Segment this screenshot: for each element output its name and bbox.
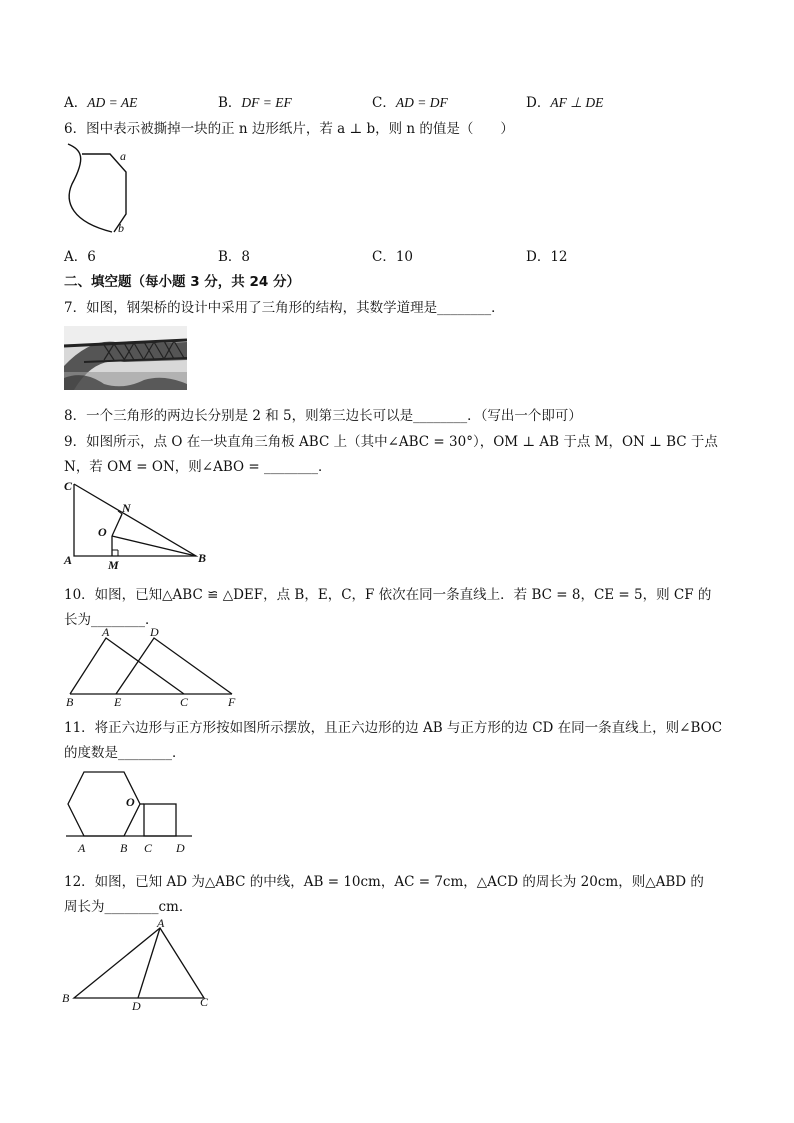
q12-figure bbox=[60, 918, 220, 1014]
q10-fig-label-c: C bbox=[180, 695, 189, 709]
q11-fig-label-o: O bbox=[126, 795, 135, 809]
q5-option-c-expr: AD = DF bbox=[395, 95, 448, 110]
q5-option-d-label: D． bbox=[526, 95, 551, 111]
q10-figure bbox=[60, 626, 240, 710]
q11-fig-label-c: C bbox=[144, 841, 153, 855]
q5-option-b-label: B． bbox=[218, 95, 242, 111]
q12-fig-label-d: D bbox=[132, 999, 141, 1013]
q10-fig-label-e: E bbox=[114, 695, 122, 709]
q6-option-b-value: 8 bbox=[241, 249, 251, 265]
q6-fig-label-a: a bbox=[120, 149, 126, 163]
q6-text: 6．图中表示被撕掉一块的正 n 边形纸片，若 a ⊥ b，则 n 的值是（ ） bbox=[64, 121, 514, 137]
q11-line1: 11．将正六边形与正方形按如图所示摆放，且正六边形的边 AB 与正方形的边 CD 在同一条直线上，则∠BOC bbox=[64, 720, 723, 736]
q9-fig-label-o: O bbox=[98, 525, 107, 539]
section-2-title: 二、填空题（每小题 3 分，共 24 分） bbox=[64, 274, 300, 290]
q10-fig-label-d: D bbox=[150, 626, 159, 639]
q6-option-d-label: D． bbox=[526, 249, 551, 265]
q6-option-d bbox=[526, 245, 568, 265]
q7-bridge-photo bbox=[64, 326, 187, 390]
q6-option-d-value: 12 bbox=[550, 249, 568, 265]
q5-option-b-expr: DF = EF bbox=[241, 95, 292, 110]
q5-option-a-expr: AD = AE bbox=[87, 95, 138, 110]
q9-line1: 9．如图所示，点 O 在一块直角三角板 ABC 上（其中∠ABC = 30°），OM ⊥ AB 于点 M，ON ⊥ BC 于点 bbox=[64, 434, 718, 450]
q9-fig-label-a: A bbox=[64, 553, 73, 567]
q5-option-d bbox=[526, 91, 603, 111]
q9-fig-label-n: N bbox=[122, 501, 131, 515]
q6-option-c-value: 10 bbox=[395, 249, 414, 265]
q9-fig-label-b: B bbox=[198, 551, 207, 565]
q5-option-d-expr: AF ⊥ DE bbox=[550, 95, 604, 110]
q11-line2: 的度数是________． bbox=[64, 745, 186, 761]
q5-option-a bbox=[64, 91, 137, 111]
q9-fig-label-m: M bbox=[108, 558, 119, 570]
q12-line2: 周长为________cm． bbox=[64, 899, 193, 915]
q5-option-c-label: C． bbox=[372, 95, 396, 111]
q9-figure bbox=[60, 476, 215, 570]
q8-text: 8．一个三角形的两边长分别是 2 和 5，则第三边长可以是________．（写出一个即可） bbox=[64, 408, 582, 424]
q5-option-a-label: A． bbox=[64, 95, 88, 111]
q6-option-a-value: 6 bbox=[87, 249, 96, 265]
q12-fig-label-c: C bbox=[200, 995, 209, 1009]
q10-fig-label-b: B bbox=[66, 695, 74, 709]
q6-option-b bbox=[218, 245, 250, 265]
q6-option-a bbox=[64, 245, 96, 265]
q11-fig-label-a: A bbox=[78, 841, 86, 855]
q6-figure bbox=[60, 140, 140, 238]
q10-line2: 长为________． bbox=[64, 612, 159, 628]
q10-fig-label-f: F bbox=[228, 695, 236, 709]
q11-figure bbox=[60, 762, 200, 858]
q11-fig-label-d: D bbox=[176, 841, 185, 855]
q10-fig-label-a: A bbox=[102, 626, 110, 639]
q5-option-c bbox=[372, 91, 448, 111]
q7-text: 7．如图，钢架桥的设计中采用了三角形的结构，其数学道理是________． bbox=[64, 300, 505, 316]
q9-line2: N，若 OM = ON，则∠ABO = ________． bbox=[64, 459, 332, 475]
q12-fig-label-b: B bbox=[62, 991, 70, 1005]
q5-option-b bbox=[218, 91, 292, 111]
q6-option-b-label: B． bbox=[218, 249, 242, 265]
q6-option-c bbox=[372, 245, 413, 265]
q12-fig-label-a: A bbox=[157, 918, 165, 930]
q9-fig-label-c: C bbox=[64, 479, 73, 493]
q10-line1: 10．如图，已知△ABC ≌ △DEF，点 B，E，C，F 依次在同一条直线上．若 BC = 8，CE = 5，则 CF 的 bbox=[64, 587, 712, 603]
q12-line1: 12．如图，已知 AD 为△ABC 的中线，AB = 10cm，AC = 7cm，△ACD 的周长为 20cm，则△ABD 的 bbox=[64, 874, 704, 890]
q6-option-c-label: C． bbox=[372, 249, 396, 265]
q6-fig-label-b: b bbox=[118, 221, 124, 235]
q11-fig-label-b: B bbox=[120, 841, 128, 855]
q6-option-a-label: A． bbox=[64, 249, 88, 265]
